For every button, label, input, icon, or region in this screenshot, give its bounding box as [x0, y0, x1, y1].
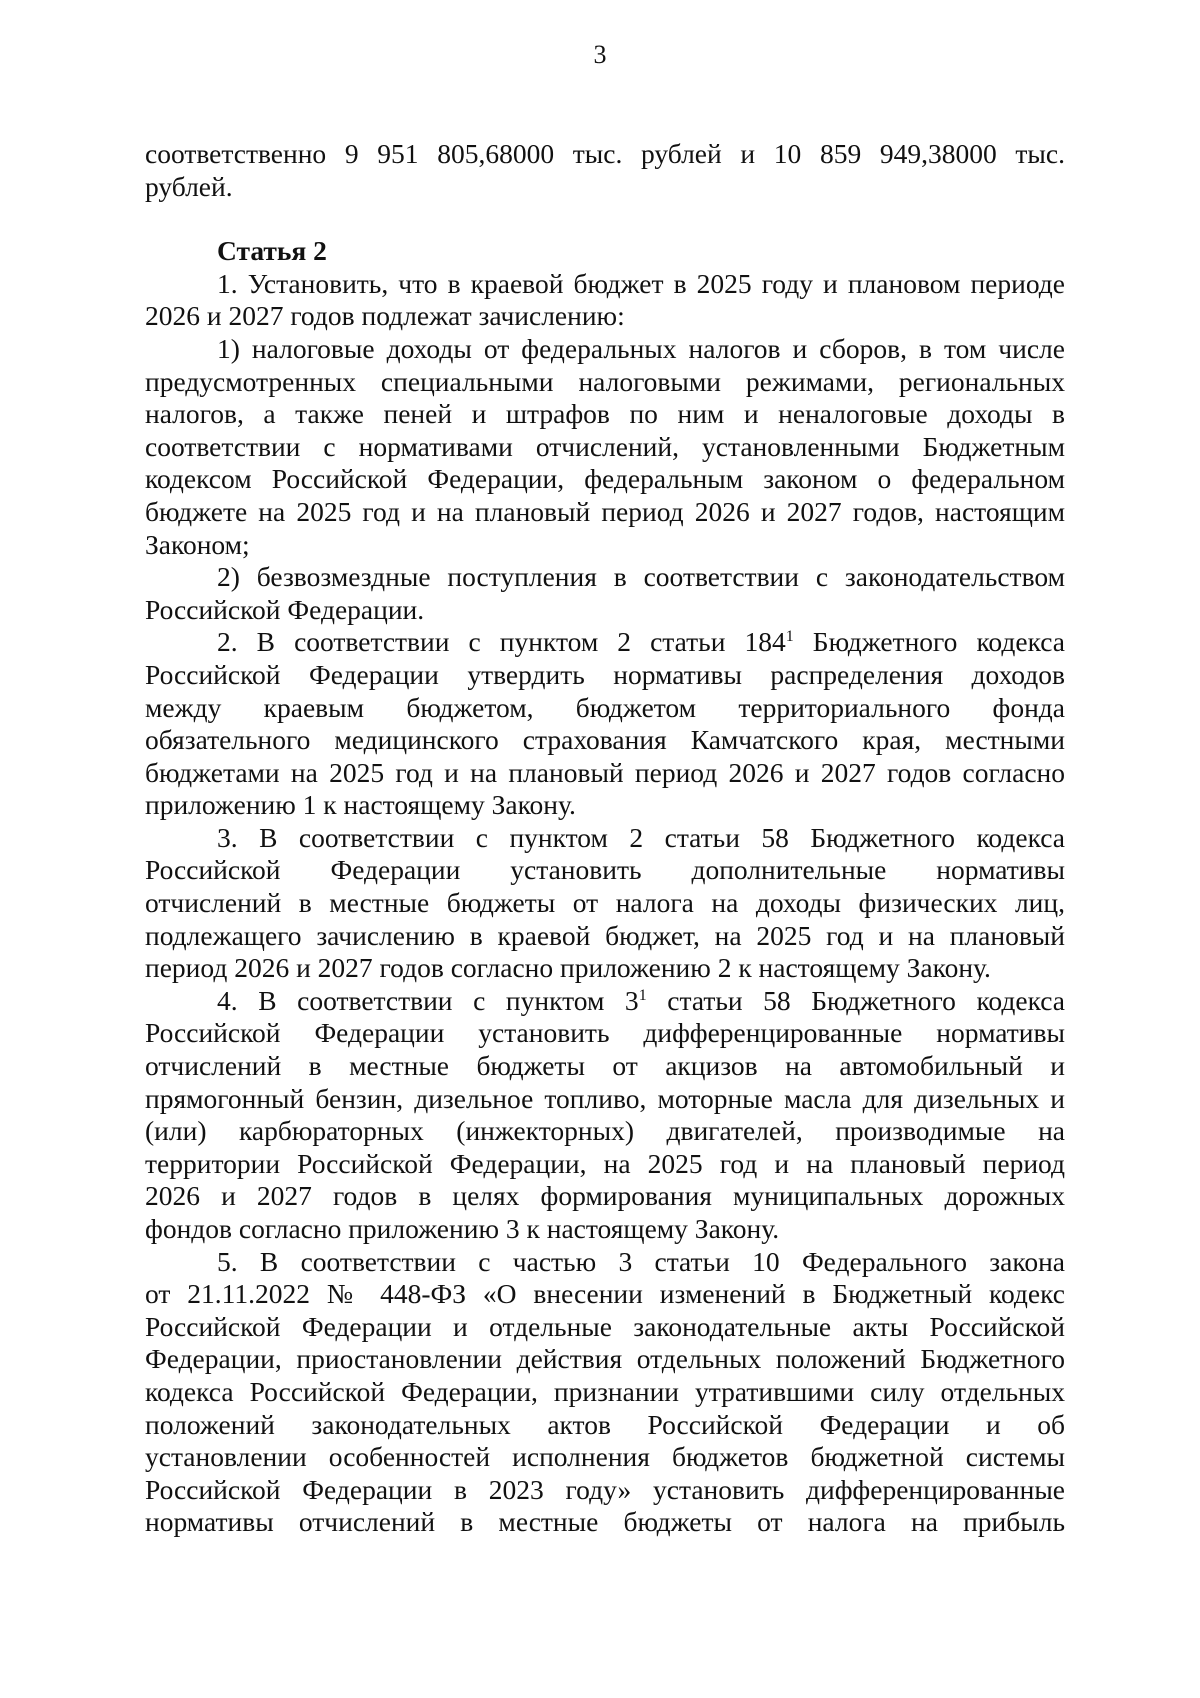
text-line — [145, 985, 1065, 1018]
text-line: подлежащего зачислению в краевой бюджет, на 2025 год и на плановый — [145, 919, 1065, 951]
text-line: установлении особенностей исполнения бюджетов бюджетной системы — [145, 1441, 1065, 1473]
text-line: бюджетами на 2025 год и на плановый период 2026 и 2027 годов согласно — [145, 756, 1065, 788]
text-line: от 21.11.2022 № 448-ФЗ «О внесении изменений в Бюджетный кодекс — [145, 1278, 1065, 1310]
text-line: 1) налоговые доходы от федеральных налогов и сборов, в том числе — [217, 332, 1065, 364]
article-paragraph-3 — [145, 822, 1065, 985]
superscript: 1 — [785, 628, 794, 646]
superscript: 1 — [638, 986, 647, 1004]
text-line: приложению 1 к настоящему Закону. — [145, 789, 576, 821]
text-line: кодексом Российской Федерации, федеральным законом о федеральном — [145, 463, 1065, 495]
text-line: кодекса Российской Федерации, признании утратившими силу отдельных — [145, 1375, 1065, 1407]
text-fragment: Бюджетного кодекса — [793, 626, 1065, 658]
text-line: Российской Федерации установить дифференцированные нормативы — [145, 1017, 1065, 1049]
text-line: нормативы отчислений в местные бюджеты от налога на прибыль — [145, 1506, 1065, 1538]
text-line: фондов согласно приложению 3 к настоящему Закону. — [145, 1213, 780, 1244]
article-heading: Статья 2 — [217, 235, 327, 267]
text-line: Российской Федерации. — [145, 593, 425, 625]
article-paragraph-1 — [145, 268, 1065, 333]
text-line: 1. Установить, что в краевой бюджет в 2025 году и плановом периоде — [217, 267, 1065, 299]
text-fragment: 4. В соответствии с пунктом 3 — [217, 984, 639, 1016]
document-body — [145, 138, 1065, 1539]
text-line: соответствии с нормативами отчислений, установленными Бюджетным — [145, 430, 1065, 462]
text-fragment: 2. В соответствии с пунктом 2 статьи 184 — [217, 626, 786, 658]
article-subparagraph-2 — [145, 561, 1065, 626]
text-line: отчислений в местные бюджеты от акцизов на автомобильный и — [145, 1050, 1065, 1082]
text-line: Федерации, приостановлении действия отдельных положений Бюджетного — [145, 1343, 1065, 1375]
text-line: Законом; — [145, 528, 250, 560]
text-line: 2026 и 2027 годов подлежат зачислению: — [145, 300, 625, 332]
text-fragment: статьи 58 Бюджетного кодекса — [646, 984, 1065, 1016]
text-line: период 2026 и 2027 годов согласно приложению 2 к настоящему Закону. — [145, 952, 991, 984]
text-line: положений законодательных актов Российской Федерации и об — [145, 1408, 1065, 1440]
intro-paragraph — [145, 138, 1065, 203]
text-line — [145, 626, 1065, 659]
text-line: прямогонный бензин, дизельное топливо, моторные масла для дизельных и — [145, 1082, 1065, 1114]
text-line: налогов, а также пеней и штрафов по ним и неналоговые доходы в — [145, 398, 1065, 430]
text-line: бюджете на 2025 год и на плановый период 2026 и 2027 годов, настоящим — [145, 495, 1065, 527]
text-line: рублей. — [145, 170, 233, 202]
text-line: территории Российской Федерации, на 2025 год и на плановый период — [145, 1147, 1065, 1179]
text-line: Российской Федерации установить дополнительные нормативы — [145, 854, 1065, 886]
text-line: предусмотренных специальными налоговыми режимами, региональных — [145, 365, 1065, 397]
text-line: соответственно 9 951 805,68000 тыс. рублей и 10 859 949,38000 тыс. — [145, 138, 1065, 169]
text-line: обязательного медицинского страхования Камчатского края, местными — [145, 724, 1065, 756]
text-line: 3. В соответствии с пунктом 2 статьи 58 Бюджетного кодекса — [217, 821, 1065, 853]
text-line: 2026 и 2027 годов в целях формирования муниципальных дорожных — [145, 1180, 1065, 1212]
article-paragraph-2 — [145, 626, 1065, 822]
text-line: отчислений в местные бюджеты от налога на доходы физических лиц, — [145, 887, 1065, 919]
text-line: 2) безвозмездные поступления в соответствии с законодательством — [217, 561, 1065, 593]
text-line: Российской Федерации утвердить нормативы распределения доходов — [145, 658, 1065, 690]
text-line: 5. В соответствии с частью 3 статьи 10 Федерального закона — [217, 1245, 1065, 1277]
text-line: Российской Федерации и отдельные законодательные акты Российской — [145, 1310, 1065, 1342]
page-number: 3 — [593, 40, 607, 69]
text-line: Российской Федерации в 2023 году» установить дифференцированные — [145, 1473, 1065, 1505]
text-line: (или) карбюраторных (инжекторных) двигателей, производимые на — [145, 1115, 1065, 1147]
article-paragraph-4 — [145, 985, 1065, 1246]
text-line: между краевым бюджетом, бюджетом территориального фонда — [145, 691, 1065, 723]
article-paragraph-5 — [145, 1246, 1065, 1539]
article-subparagraph-1 — [145, 333, 1065, 561]
